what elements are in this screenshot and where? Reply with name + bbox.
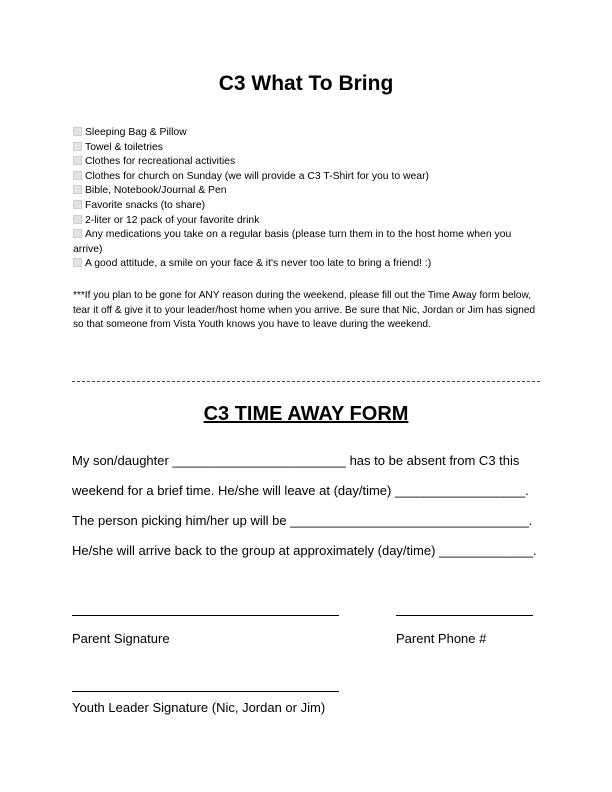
checklist-item bbox=[73, 214, 543, 229]
tear-off-dashed-line bbox=[72, 381, 540, 382]
checklist-item-label: 2-liter or 12 pack of your favorite drink bbox=[85, 214, 260, 226]
checkbox-icon[interactable] bbox=[73, 142, 82, 151]
checklist-item bbox=[73, 126, 543, 141]
checkbox-icon[interactable] bbox=[73, 215, 82, 224]
page-title: C3 What To Bring bbox=[218, 72, 394, 95]
checkbox-icon[interactable] bbox=[73, 127, 82, 136]
form-line-leave-time: weekend for a brief time. He/she will leave at (day/time) __________________. bbox=[72, 483, 529, 498]
form-line-return-time: He/she will arrive back to the group at approximately (day/time) _____________. bbox=[72, 543, 537, 558]
parent-phone-label: Parent Phone # bbox=[396, 631, 487, 646]
checklist-item bbox=[73, 228, 543, 257]
checklist-item-label: Bible, Notebook/Journal & Pen bbox=[85, 185, 227, 197]
checklist-item bbox=[73, 257, 543, 272]
checklist-item bbox=[73, 199, 543, 214]
checklist-item-label: Favorite snacks (to share) bbox=[85, 199, 206, 211]
checklist-item-label: Sleeping Bag & Pillow bbox=[85, 127, 187, 138]
checklist-item bbox=[73, 170, 543, 185]
checkbox-icon[interactable] bbox=[73, 258, 82, 267]
checklist-item-label: A good attitude, a smile on your face & it's never too late to bring a friend! :) bbox=[85, 258, 432, 270]
form-line-pickup-person: The person picking him/her up will be _________________________________. bbox=[72, 513, 533, 528]
youth-leader-signature-line[interactable] bbox=[72, 691, 339, 692]
time-away-note: ***If you plan to be gone for ANY reason during the weekend, please fill out the Time Away form below, tear it off & give it to your leader/host home when you arrive. Be sure that Nic, Jordan or Jim has signed so that someone from Vista Youth knows you have to leave during the weekend. bbox=[73, 290, 536, 331]
checkbox-icon[interactable] bbox=[73, 229, 82, 238]
checklist-item bbox=[73, 184, 543, 199]
checkbox-icon[interactable] bbox=[73, 200, 82, 209]
checklist-item-label: Any medications you take on a regular basis (please turn them in to the host home when you arrive) bbox=[73, 229, 512, 255]
checkbox-icon[interactable] bbox=[73, 185, 82, 194]
parent-signature-label: Parent Signature bbox=[72, 631, 170, 646]
youth-leader-signature-label: Youth Leader Signature (Nic, Jordan or Jim) bbox=[72, 700, 326, 715]
checklist-item-label: Towel & toiletries bbox=[85, 141, 163, 153]
form-line-student: My son/daughter ________________________ has to be absent from C3 this bbox=[72, 453, 520, 468]
checklist-item bbox=[73, 155, 543, 170]
checklist-item bbox=[73, 141, 543, 156]
checkbox-icon[interactable] bbox=[73, 171, 82, 180]
packing-checklist bbox=[73, 126, 543, 272]
checklist-item-label: Clothes for church on Sunday (we will provide a C3 T-Shirt for you to wear) bbox=[85, 170, 430, 182]
checkbox-icon[interactable] bbox=[73, 156, 82, 165]
form-title: C3 TIME AWAY FORM bbox=[203, 403, 409, 425]
checklist-item-label: Clothes for recreational activities bbox=[85, 156, 236, 168]
parent-signature-line[interactable] bbox=[72, 615, 339, 616]
parent-phone-line[interactable] bbox=[396, 615, 533, 616]
